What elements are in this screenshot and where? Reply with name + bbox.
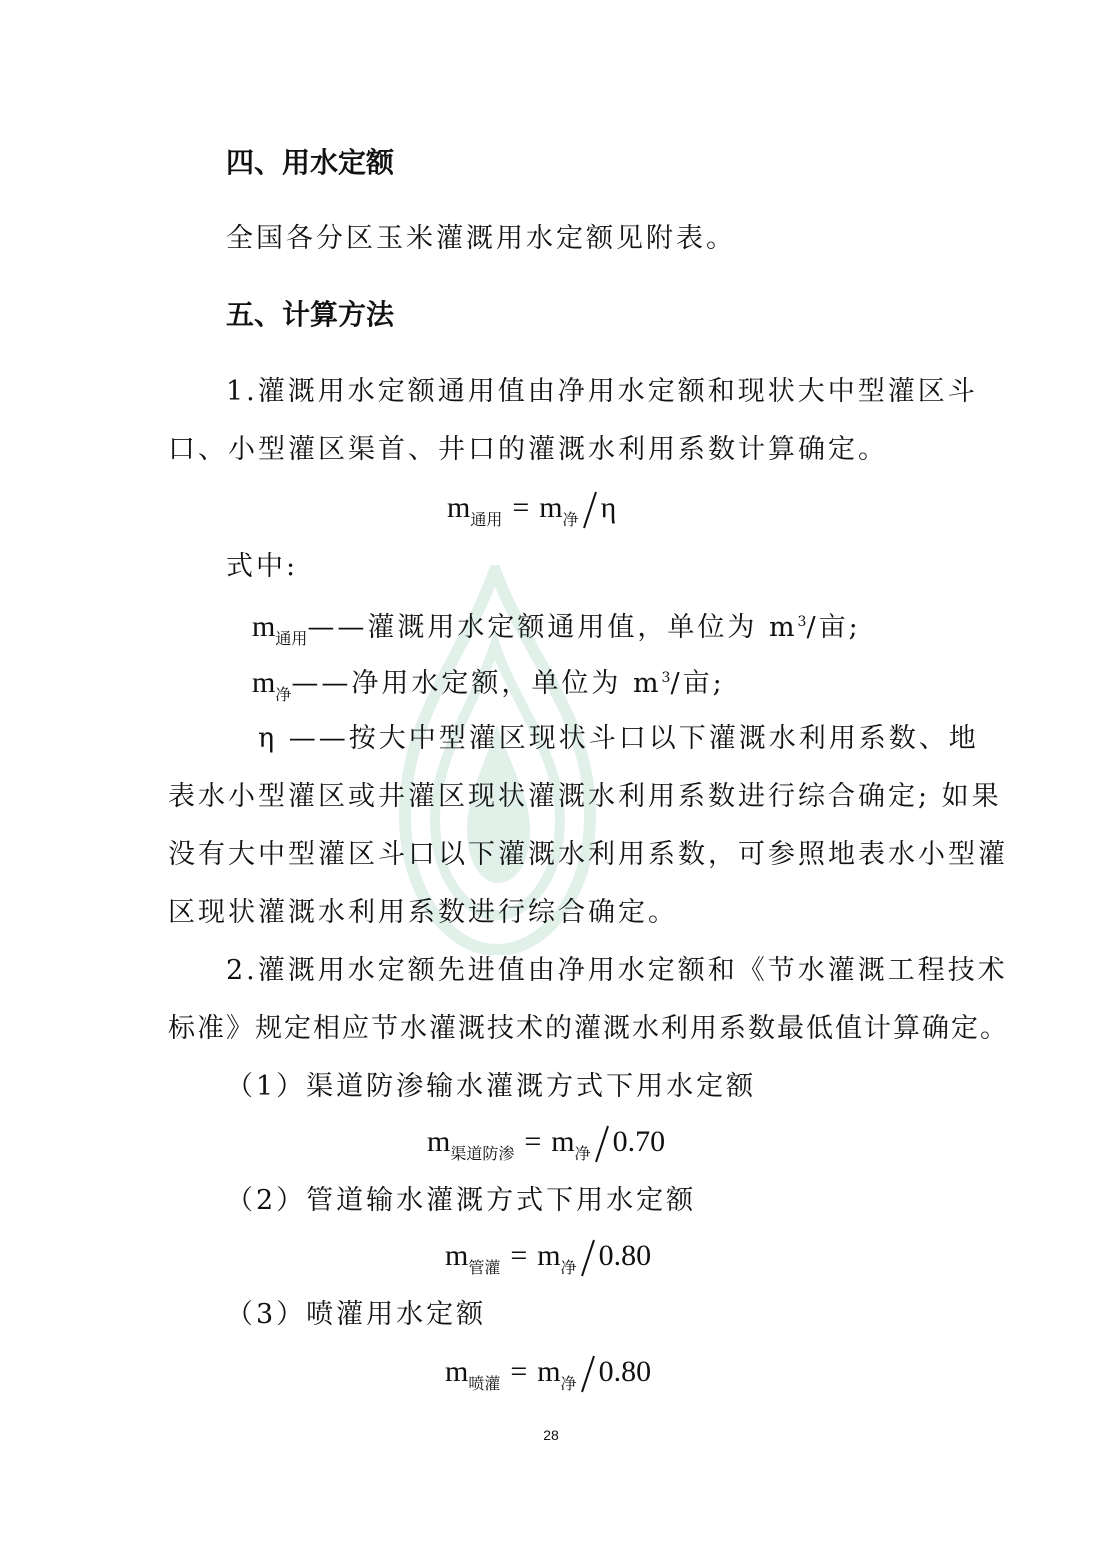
quota-paragraph: 全国各分区玉米灌溉用水定额见附表。 bbox=[226, 223, 736, 254]
para2-line1: 2.灌溉用水定额先进值由净用水定额和《节水灌溉工程技术 bbox=[226, 955, 1008, 986]
def3-line3: 没有大中型灌区斗口以下灌溉水利用系数，可参照地表水小型灌 bbox=[168, 839, 1008, 870]
division-slash-icon bbox=[579, 1238, 597, 1278]
def2-sub: 净 bbox=[275, 685, 292, 704]
formula-main-m2: m bbox=[539, 491, 563, 524]
formula-main bbox=[447, 488, 616, 540]
def3-line4: 区现状灌溉水利用系数进行综合确定。 bbox=[168, 897, 678, 928]
def1-sup: 3 bbox=[797, 614, 807, 630]
formula1-m2: m bbox=[551, 1125, 575, 1158]
division-slash-icon bbox=[593, 1124, 611, 1164]
para2-line2: 标准》规定相应节水灌溉技术的灌溉水利用系数最低值计算确定。 bbox=[168, 1013, 1009, 1044]
formula-sprinkler-irrigation bbox=[445, 1352, 651, 1404]
def2-text-a: ——净用水定额，单位为 m bbox=[291, 668, 662, 699]
item2-label: （2）管道输水灌溉方式下用水定额 bbox=[226, 1185, 697, 1216]
def2-sup: 3 bbox=[661, 670, 671, 686]
definition-m-jing bbox=[252, 660, 725, 713]
formula2-equals: = bbox=[510, 1239, 528, 1272]
formula1-m: m bbox=[427, 1125, 451, 1158]
formula3-m2: m bbox=[537, 1355, 561, 1388]
formula2-sub-left: 管灌 bbox=[468, 1258, 501, 1277]
item3-label: （3）喷灌用水定额 bbox=[226, 1299, 487, 1330]
def1-sub: 通用 bbox=[275, 629, 308, 648]
para1-line1: 1.灌溉用水定额通用值由净用水定额和现状大中型灌区斗 bbox=[226, 376, 978, 407]
formula-main-divisor: η bbox=[600, 491, 617, 524]
formula1-sub-left: 渠道防渗 bbox=[450, 1144, 515, 1163]
formula-main-sub-left: 通用 bbox=[470, 510, 503, 529]
division-slash-icon bbox=[581, 490, 599, 530]
page-number: 28 bbox=[543, 1427, 559, 1443]
para1-line2: 口、小型灌区渠首、井口的灌溉水利用系数计算确定。 bbox=[168, 434, 888, 465]
formula2-m2: m bbox=[537, 1239, 561, 1272]
formula-main-equals: = bbox=[512, 491, 530, 524]
definition-m-tongyong bbox=[252, 604, 861, 657]
formula3-equals: = bbox=[510, 1355, 528, 1388]
formula-channel-seepage bbox=[427, 1122, 665, 1174]
def1-text-a: ——灌溉用水定额通用值，单位为 m bbox=[307, 612, 798, 643]
formula1-equals: = bbox=[524, 1125, 542, 1158]
division-slash-icon bbox=[579, 1354, 597, 1394]
formula-main-m: m bbox=[447, 491, 471, 524]
formula1-divisor: 0.70 bbox=[612, 1125, 666, 1158]
def3-line1: η ——按大中型灌区现状斗口以下灌溉水利用系数、地 bbox=[258, 723, 979, 754]
formula-main-sub-right: 净 bbox=[562, 510, 579, 529]
formula3-m: m bbox=[445, 1355, 469, 1388]
def2-text-b: /亩; bbox=[670, 668, 725, 699]
section-heading-method: 五、计算方法 bbox=[226, 298, 395, 331]
def3-line2: 表水小型灌区或井灌区现状灌溉水利用系数进行综合确定; 如果 bbox=[168, 781, 1002, 812]
shi-zhong-label: 式中: bbox=[226, 551, 299, 582]
item1-label: （1）渠道防渗输水灌溉方式下用水定额 bbox=[226, 1071, 757, 1102]
def2-m: m bbox=[252, 666, 276, 699]
formula-pipe-irrigation bbox=[445, 1236, 651, 1288]
formula3-sub-left: 喷灌 bbox=[468, 1374, 501, 1393]
section-heading-quota: 四、用水定额 bbox=[226, 146, 395, 179]
formula2-sub-right: 净 bbox=[560, 1258, 577, 1277]
def1-m: m bbox=[252, 610, 276, 643]
formula3-divisor: 0.80 bbox=[598, 1355, 652, 1388]
formula2-divisor: 0.80 bbox=[598, 1239, 652, 1272]
formula3-sub-right: 净 bbox=[560, 1374, 577, 1393]
formula1-sub-right: 净 bbox=[574, 1144, 591, 1163]
formula2-m: m bbox=[445, 1239, 469, 1272]
def1-text-b: /亩; bbox=[806, 612, 861, 643]
